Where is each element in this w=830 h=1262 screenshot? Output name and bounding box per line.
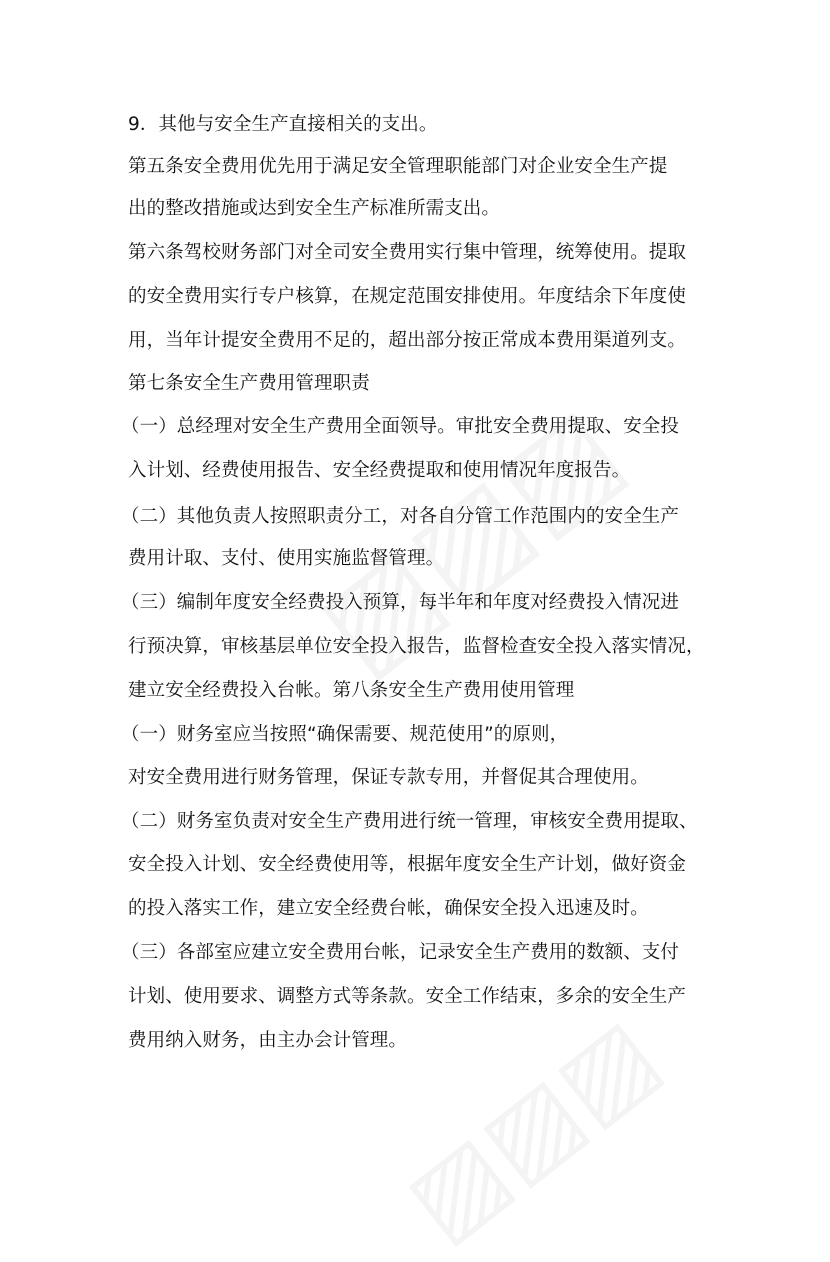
text-line-article6-b: 的安全费用实行专户核算，在规定范围安排使用。年度结余下年度使 — [128, 286, 687, 307]
text-line-item9: 9．其他与安全生产直接相关的支出。 — [128, 114, 438, 135]
text-line-article7-3c: 建立安全经费投入台帐。第八条安全生产费用使用管理 — [128, 680, 575, 701]
text-line-article8-3a: （三）各部室应建立安全费用台帐，记录安全生产费用的数额、支付 — [121, 942, 680, 963]
text-line-article8-2b: 安全投入计划、安全经费使用等，根据年度安全生产计划，做好资金 — [128, 854, 687, 875]
text-line-article8-3b: 计划、使用要求、调整方式等条款。安全工作结束，多余的安全生产 — [128, 986, 687, 1007]
text-line-article7-1a: （一）总经理对安全生产费用全面领导。审批安全费用提取、安全投 — [121, 416, 680, 437]
text-line-article8-3c: 费用纳入财务，由主办会计管理。 — [128, 1030, 408, 1051]
text-line-article7-2a: （二）其他负责人按照职责分工，对各自分管工作范围内的安全生产 — [121, 506, 680, 527]
text-line-article7-heading: 第七条安全生产费用管理职责 — [128, 373, 370, 394]
text-line-article8-1b: 对安全费用进行财务管理，保证专款专用，并督促其合理使用。 — [128, 767, 649, 788]
text-line-article6-c: 用，当年计提安全费用不足的，超出部分按正常成本费用渠道列支。 — [128, 330, 687, 351]
text-line-article7-3a: （三）编制年度安全经费投入预算，每半年和年度对经费投入情况进 — [121, 592, 680, 613]
text-line-article6-a: 第六条驾校财务部门对全司安全费用实行集中管理，统筹使用。提取 — [128, 242, 687, 263]
text-line-article8-2c: 的投入落实工作，建立安全经费台帐，确保安全投入迅速及时。 — [128, 898, 649, 919]
text-line-article7-2b: 费用计取、支付、使用实施监督管理。 — [128, 548, 445, 569]
text-line-article8-1a: （一）财务室应当按照“确保需要、规范使用”的原则， — [121, 724, 569, 745]
watermark-graphic-bottom — [384, 995, 679, 1262]
text-line-article5-a: 第五条安全费用优先用于满足安全管理职能部门对企业安全生产提 — [128, 156, 668, 177]
text-line-article7-3b: 行预决算，审核基层单位安全投入报告，监督检查安全投入落实情况， — [128, 636, 705, 657]
text-line-article5-b: 出的整改措施或达到安全生产标准所需支出。 — [128, 198, 501, 219]
text-line-article8-2a: （二）财务室负责对安全生产费用进行统一管理，审核安全费用提取、 — [121, 811, 698, 832]
text-line-article7-1b: 入计划、经费使用报告、安全经费提取和使用情况年度报告。 — [128, 460, 631, 481]
